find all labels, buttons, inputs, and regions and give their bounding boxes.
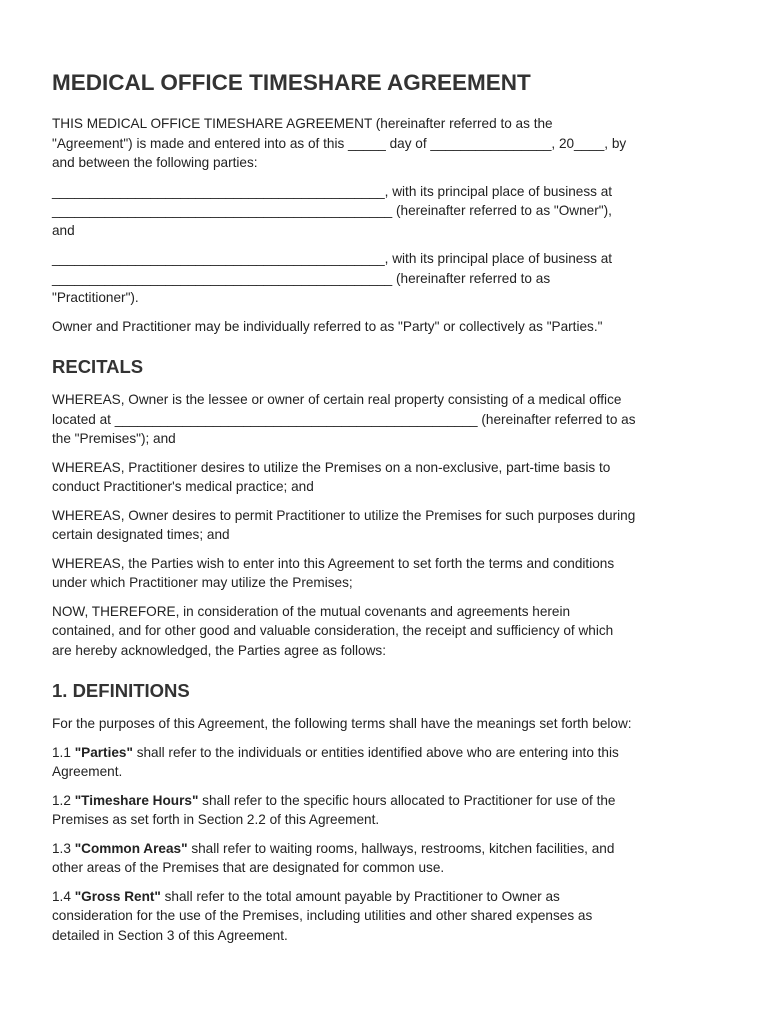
now-therefore-line-3: are hereby acknowledged, the Parties agree as follows: [52, 642, 386, 658]
document-title: MEDICAL OFFICE TIMESHARE AGREEMENT [52, 70, 531, 95]
now-therefore-line-1: NOW, THEREFORE, in consideration of the mutual covenants and agreements herein [52, 603, 571, 619]
intro-paragraph [52, 114, 720, 173]
whereas-1-line-1: WHEREAS, Owner is the lessee or owner of certain real property consisting of a medical office [52, 392, 622, 407]
intro-line-3: and between the following parties: [52, 155, 258, 170]
definition-item-4-line-1 [52, 887, 720, 907]
now-therefore-line-2: contained, and for other good and valuable consideration, the receipt and sufficiency of which [52, 623, 614, 638]
whereas-1-line-3: the "Premises"); and [52, 431, 176, 446]
collective-reference: Owner and Practitioner may be individually referred to as "Party" or collectively as "Parties." [52, 318, 603, 334]
practitioner-party-block [52, 249, 720, 308]
definition-item-2-line-1 [52, 791, 720, 811]
definition-item-3-line-2: other areas of the Premises that are designated for common use. [52, 860, 445, 875]
whereas-4-line-2: under which Practitioner may utilize the Premises; [52, 575, 353, 590]
whereas-4-line-1: WHEREAS, the Parties wish to enter into this Agreement to set forth the terms and conditions [52, 555, 615, 571]
definition-term: "Parties" [74, 744, 133, 760]
definition-number: 1.3 [52, 840, 75, 856]
definition-item-1 [52, 743, 720, 782]
owner-name-line: ____________________________________________, with its principal place of business at [52, 183, 613, 199]
definition-item-4 [52, 887, 720, 946]
definition-item-4-line-3: detailed in Section 3 of this Agreement. [52, 927, 288, 943]
whereas-3-line-2: certain designated times; and [52, 527, 230, 542]
whereas-3 [52, 506, 720, 545]
definition-number: 1.1 [52, 744, 75, 760]
owner-party-block [52, 182, 720, 241]
definition-item-2-line-2: Premises as set forth in Section 2.2 of this Agreement. [52, 812, 380, 827]
whereas-2 [52, 458, 720, 497]
definition-term: "Timeshare Hours" [74, 792, 199, 808]
whereas-1-line-2: located at ________________________________________________ (hereinafter referred to as [52, 411, 636, 427]
definition-term: "Common Areas" [74, 840, 188, 856]
practitioner-label-line: "Practitioner"). [52, 290, 139, 305]
now-therefore [52, 602, 720, 661]
definition-text: shall refer to the total amount payable by Practitioner to Owner as [160, 888, 560, 904]
owner-address-line: _____________________________________________ (hereinafter referred to as "Owner"), [52, 203, 612, 218]
definition-text: shall refer to the individuals or entities identified above who are entering into this [132, 744, 619, 760]
definition-text: shall refer to the specific hours allocated to Practitioner for use of the [198, 792, 616, 808]
definition-item-1-line-2: Agreement. [52, 764, 123, 779]
definition-item-3-line-1 [52, 839, 720, 859]
definition-text: shall refer to waiting rooms, hallways, restrooms, kitchen facilities, and [187, 840, 615, 856]
definition-number: 1.2 [52, 792, 75, 808]
and-connector: and [52, 222, 75, 238]
definition-item-1-line-1 [52, 743, 720, 763]
recitals-heading: RECITALS [52, 356, 144, 377]
whereas-1 [52, 390, 720, 449]
practitioner-name-line: ____________________________________________, with its principal place of business at [52, 251, 613, 266]
definition-item-2 [52, 791, 720, 830]
definition-item-4-line-2: consideration for the use of the Premises, including utilities and other shared expenses as [52, 908, 593, 923]
definition-item-3 [52, 839, 720, 878]
intro-line-1: THIS MEDICAL OFFICE TIMESHARE AGREEMENT (hereinafter referred to as the [52, 116, 553, 131]
whereas-2-line-2: conduct Practitioner's medical practice; and [52, 479, 314, 494]
whereas-4 [52, 554, 720, 593]
whereas-2-line-1: WHEREAS, Practitioner desires to utilize the Premises on a non-exclusive, part-time basis to [52, 459, 611, 475]
practitioner-address-line: _____________________________________________ (hereinafter referred to as [52, 270, 551, 286]
definitions-intro: For the purposes of this Agreement, the following terms shall have the meanings set forth below: [52, 716, 632, 731]
intro-line-2: "Agreement") is made and entered into as of this _____ day of ________________, 20____, by [52, 135, 627, 151]
definitions-heading: 1. DEFINITIONS [52, 680, 190, 701]
definition-number: 1.4 [52, 888, 75, 904]
definition-term: "Gross Rent" [74, 888, 161, 904]
whereas-3-line-1: WHEREAS, Owner desires to permit Practitioner to utilize the Premises for such purposes during [52, 507, 636, 523]
